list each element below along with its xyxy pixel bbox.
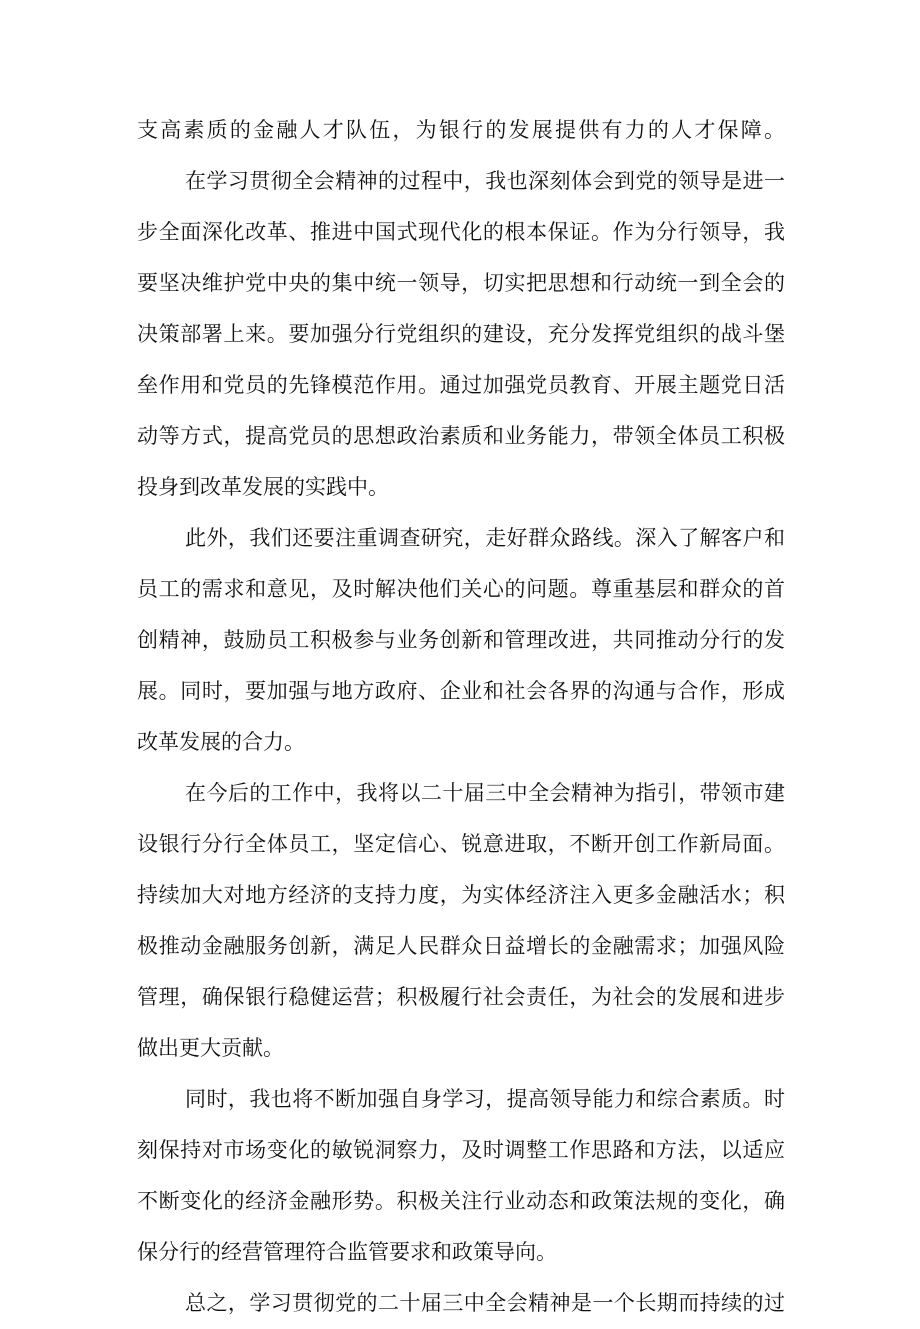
paragraph-end-line: 改革发展的合力。 — [137, 730, 305, 754]
text-line: 创精神，鼓励员工积极参与业务创新和管理改进，共同推动分行的发 — [137, 628, 785, 652]
paragraph-end-line: 保分行的经营管理符合监管要求和政策导向。 — [137, 1240, 557, 1264]
text-line: 管理，确保银行稳健运营；积极履行社会责任，为社会的发展和进步 — [137, 985, 785, 1009]
document-body — [137, 105, 785, 1329]
text-line: 极推动金融服务创新，满足人民群众日益增长的金融需求；加强风险 — [137, 934, 785, 958]
paragraph-start-line: 同时，我也将不断加强自身学习，提高领导能力和综合素质。时 — [185, 1087, 785, 1111]
paragraph-end-line: 投身到改革发展的实践中。 — [137, 475, 389, 499]
text-line: 不断变化的经济金融形势。积极关注行业动态和政策法规的变化，确 — [137, 1189, 785, 1213]
text-line: 步全面深化改革、推进中国式现代化的根本保证。作为分行领导，我 — [137, 220, 785, 244]
text-line: 刻保持对市场变化的敏锐洞察力，及时调整工作思路和方法，以适应 — [137, 1138, 785, 1162]
text-line: 展。同时，要加强与地方政府、企业和社会各界的沟通与合作，形成 — [137, 679, 785, 703]
text-line: 动等方式，提高党员的思想政治素质和业务能力，带领全体员工积极 — [137, 424, 785, 448]
text-line: 垒作用和党员的先锋模范作用。通过加强党员教育、开展主题党日活 — [137, 373, 785, 397]
paragraph-end-line: 做出更大贡献。 — [137, 1036, 284, 1060]
paragraph-start-line: 在学习贯彻全会精神的过程中，我也深刻体会到党的领导是进一 — [185, 169, 785, 193]
text-line: 持续加大对地方经济的支持力度，为实体经济注入更多金融活水；积 — [137, 883, 785, 907]
paragraph-start-line: 此外，我们还要注重调查研究，走好群众路线。深入了解客户和 — [185, 526, 785, 550]
text-line: 要坚决维护党中央的集中统一领导，切实把思想和行动统一到全会的 — [137, 271, 785, 295]
paragraph-start-line: 在今后的工作中，我将以二十届三中全会精神为指引，带领市建 — [185, 781, 785, 805]
text-line: 决策部署上来。要加强分行党组织的建设，充分发挥党组织的战斗堡 — [137, 322, 785, 346]
text-line: 支高素质的金融人才队伍，为银行的发展提供有力的人才保障。 — [137, 118, 785, 142]
text-line: 员工的需求和意见，及时解决他们关心的问题。尊重基层和群众的首 — [137, 577, 785, 601]
text-line: 设银行分行全体员工，坚定信心、锐意进取，不断开创工作新局面。 — [137, 832, 785, 856]
paragraph-start-line: 总之，学习贯彻党的二十届三中全会精神是一个长期而持续的过 — [185, 1291, 785, 1315]
